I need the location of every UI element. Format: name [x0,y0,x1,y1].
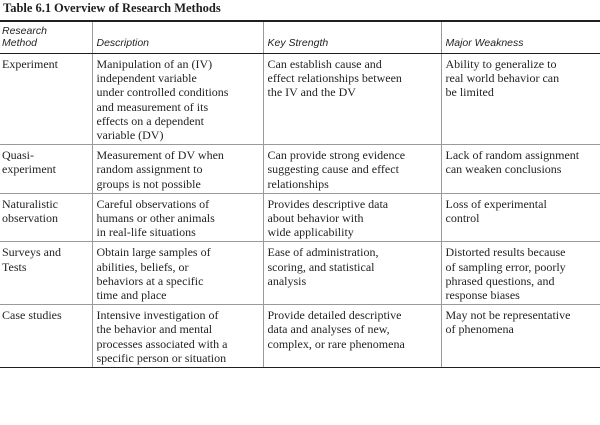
cell-line: experiment [2,162,56,177]
table-row [0,305,600,368]
header-key-strength [263,21,441,54]
cell-line: suggesting cause and effect [267,162,399,177]
description-cell [92,242,263,305]
cell-line: in real-life situations [96,225,196,240]
cell-line: be limited [445,85,494,100]
cell-line: Intensive investigation of [96,308,219,323]
cell-line: phrased questions, and [445,273,555,288]
method-cell [0,145,92,194]
cell-line: Provides descriptive data [267,196,389,211]
cell-line: Careful observations of [96,196,210,211]
cell-line: Obtain large samples of [96,245,211,260]
cell-line: analysis [267,273,307,288]
cell-line: Case studies [2,308,62,323]
weakness-cell [441,193,600,242]
header-line: Major Weakness [445,36,524,49]
strength-cell [263,54,441,145]
strength-cell [263,145,441,194]
cell-line: data and analyses of new, [267,322,390,337]
table-row [0,145,600,194]
cell-line: observation [2,211,58,226]
cell-line: Surveys and [2,245,61,260]
cell-line: under controlled conditions [96,85,229,100]
cell-line: about behavior with [267,211,364,226]
cell-line: abilities, beliefs, or [96,259,189,274]
cell-line: Provide detailed descriptive [267,308,402,323]
table-number: Table 6.1 [3,1,52,15]
cell-line: Manipulation of an (IV) [96,57,213,71]
cell-line: Experiment [2,57,58,71]
cell-line: Can provide strong evidence [267,148,406,163]
cell-line: behaviors at a specific [96,273,204,288]
cell-line: and measurement of its [96,99,209,114]
weakness-cell [441,145,600,194]
cell-line: Ease of administration, [267,245,379,260]
cell-line: can weaken conclusions [445,162,562,177]
cell-line: effect relationships between [267,71,402,86]
strength-cell [263,305,441,368]
header-line: Method [2,36,38,49]
weakness-cell [441,242,600,305]
cell-line: Lack of random assignment [445,148,580,163]
cell-line: humans or other animals [96,211,215,226]
header-research-method [0,21,92,54]
table-row [0,193,600,242]
cell-line: of phenomena [445,322,514,337]
cell-line: complex, or rare phenomena [267,336,405,351]
cell-line: scoring, and statistical [267,259,375,274]
cell-line: Ability to generalize to [445,57,557,71]
description-cell [92,305,263,368]
cell-line: May not be representative [445,308,571,323]
header-row [0,21,600,54]
cell-line: time and place [96,288,167,303]
header-description [92,21,263,54]
cell-line: Distorted results because [445,245,566,260]
cell-line: variable (DV) [96,128,164,143]
method-cell [0,305,92,368]
cell-line: the IV and the DV [267,85,356,100]
cell-line: relationships [267,176,329,191]
cell-line: independent variable [96,71,197,86]
description-cell [92,54,263,145]
cell-line: Loss of experimental [445,196,547,211]
cell-line: wide applicability [267,225,354,240]
cell-line: Tests [2,259,27,274]
cell-line: groups is not possible [96,176,201,191]
header-line: Description [96,36,150,49]
cell-line: effects on a dependent [96,113,204,128]
strength-cell [263,242,441,305]
cell-line: processes associated with a [96,336,228,351]
table-row [0,54,600,145]
cell-line: Quasi- [2,148,34,163]
table-caption [3,0,221,16]
description-cell [92,193,263,242]
table-row [0,242,600,305]
cell-line: response biases [445,288,520,303]
header-major-weakness [441,21,600,54]
cell-line: Can establish cause and [267,57,382,71]
cell-line: of sampling error, poorly [445,259,566,274]
table-title: Overview of Research Methods [54,1,221,15]
weakness-cell [441,54,600,145]
strength-cell [263,193,441,242]
header-line: Research [2,25,47,37]
cell-line: random assignment to [96,162,203,177]
header-line: Key Strength [267,36,329,49]
method-cell [0,54,92,145]
cell-line: real world behavior can [445,71,560,86]
method-cell [0,242,92,305]
cell-line: specific person or situation [96,350,227,365]
cell-line: Naturalistic [2,196,58,211]
cell-line: Measurement of DV when [96,148,224,163]
description-cell [92,145,263,194]
method-cell [0,193,92,242]
cell-line: the behavior and mental [96,322,213,337]
cell-line: control [445,211,480,226]
weakness-cell [441,305,600,368]
research-methods-table [0,20,600,368]
